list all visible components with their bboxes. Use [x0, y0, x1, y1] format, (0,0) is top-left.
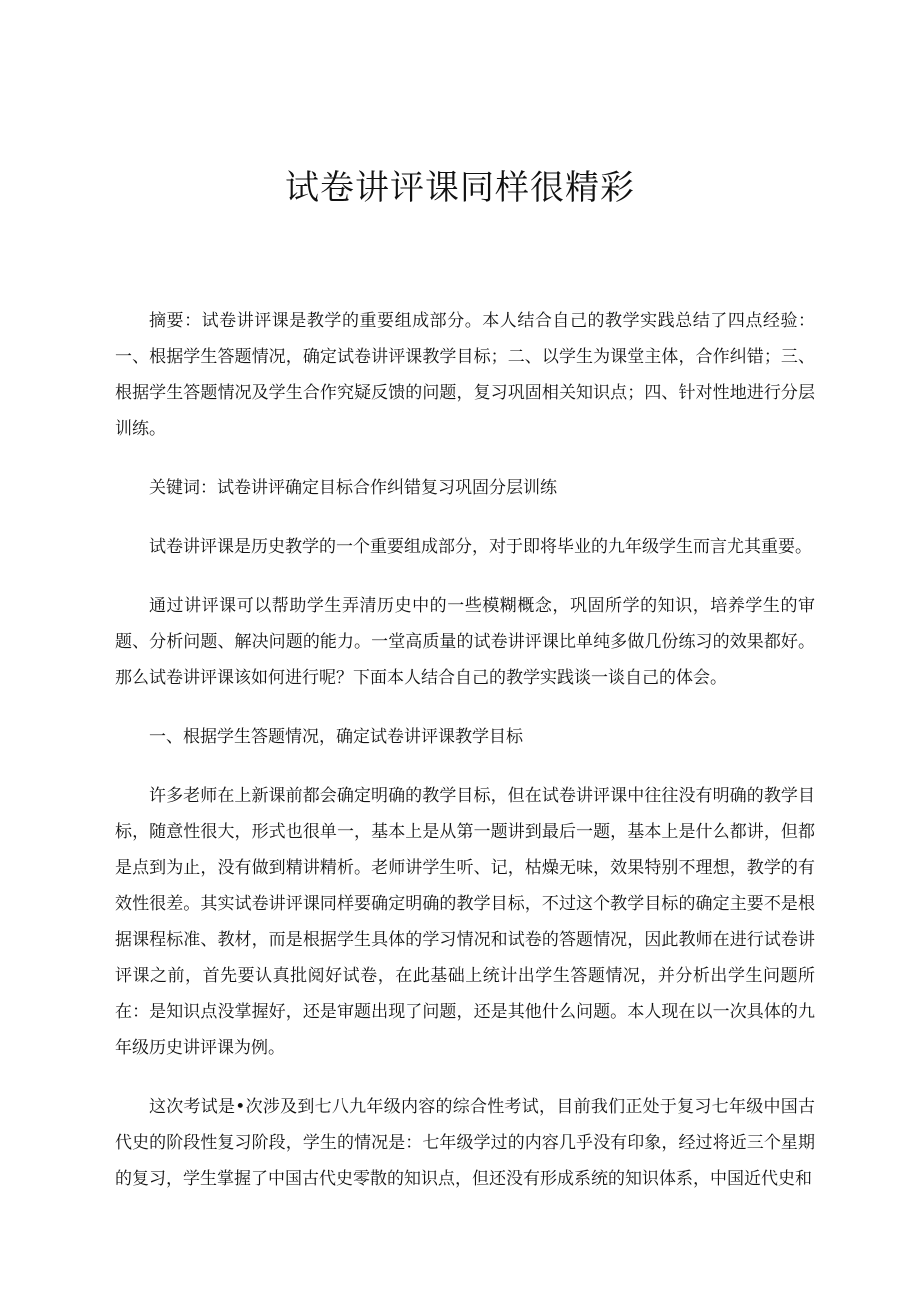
section-heading-1: 一、根据学生答题情况，确定试卷讲评课教学目标	[149, 727, 523, 747]
body-paragraph-2: 这次考试是•次涉及到七八九年级内容的综合性考试，目前我们正处于复习七年级中国古代史的阶段性复习阶段，学生的情况是：七年级学过的内容几乎没有印象，经过将近三个星期的复习，学生掌握了中国古代史零散的知识点，但还没有形成系统的知识体系，中国近代史和	[115, 1097, 815, 1189]
document-body	[115, 303, 815, 1197]
intro-paragraph-1: 试卷讲评课是历史教学的一个重要组成部分，对于即将毕业的九年级学生而言尤其重要。	[149, 537, 812, 557]
document-title: 试卷讲评课同样很精彩	[285, 168, 635, 208]
abstract-paragraph: 摘要：试卷讲评课是教学的重要组成部分。本人结合自己的教学实践总结了四点经验：一、根据学生答题情况，确定试卷讲评课教学目标；二、以学生为课堂主体，合作纠错；三、根据学生答题情况及学生合作究疑反馈的问题，复习巩固相关知识点；四、针对性地进行分层训练。	[115, 311, 815, 439]
body-paragraph-1: 许多老师在上新课前都会确定明确的教学目标，但在试卷讲评课中往往没有明确的教学目标，随意性很大，形式也很单一，基本上是从第一题讲到最后一题，基本上是什么都讲，但都是点到为止，没有做到精讲精析。老师讲学生听、记，枯燥无味，效果特别不理想，教学的有效性很差。其实试卷讲评课同样要确定明确的教学目标，不过这个教学目标的确定主要不是根据课程标准、教材，而是根据学生具体的学习情况和试卷的答题情况，因此教师在进行试卷讲评课之前，首先要认真批阅好试卷，在此基础上统计出学生答题情况，并分析出学生问题所在：是知识点没掌握好，还是审题出现了问题，还是其他什么问题。本人现在以一次具体的九年级历史讲评课为例。	[115, 786, 815, 1058]
keywords-paragraph: 关键词：试卷讲评确定目标合作纠错复习巩固分层训练	[149, 478, 557, 498]
intro-paragraph-2: 通过讲评课可以帮助学生弄清历史中的一些模糊概念，巩固所学的知识，培养学生的审题、分析问题、解决问题的能力。一堂高质量的试卷讲评课比单纯多做几份练习的效果都好。那么试卷讲评课该如何进行呢？下面本人结合自己的教学实践谈一谈自己的体会。	[115, 596, 815, 688]
